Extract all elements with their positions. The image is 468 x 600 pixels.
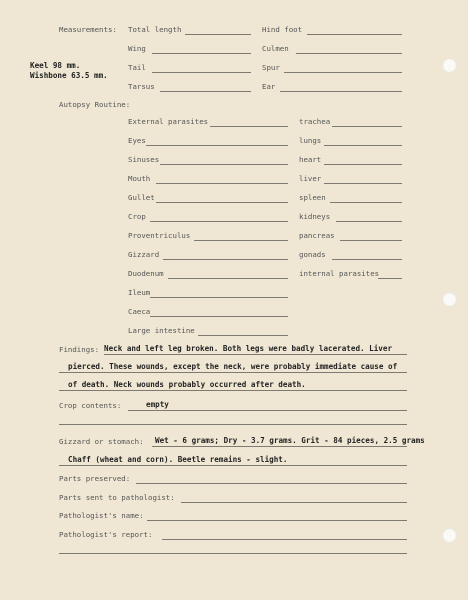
ear-label: Ear xyxy=(262,82,276,91)
autopsy-item: Eyes xyxy=(128,136,146,145)
autopsy-field[interactable] xyxy=(340,240,402,241)
findings-rule-2 xyxy=(59,372,407,373)
findings-line-1: Neck and left leg broken. Both legs were badly lacerated. Liver xyxy=(104,344,393,353)
autopsy-item: Ileum xyxy=(128,288,151,297)
autopsy-field[interactable] xyxy=(324,145,402,146)
measurements-heading: Measurements: xyxy=(59,25,117,34)
autopsy-item: Mouth xyxy=(128,174,151,183)
parts-sent-label: Parts sent to pathologist: xyxy=(59,493,175,502)
autopsy-field[interactable] xyxy=(332,126,402,127)
autopsy-item: External parasites xyxy=(128,117,209,126)
autopsy-field[interactable] xyxy=(330,202,402,203)
autopsy-item: spleen xyxy=(299,193,326,202)
autopsy-item: Gullet xyxy=(128,193,155,202)
pathologist-report-field[interactable] xyxy=(162,539,407,540)
tarsus-field[interactable] xyxy=(160,91,251,92)
autopsy-field[interactable] xyxy=(150,297,288,298)
autopsy-item: Large intestine xyxy=(128,326,195,335)
hind-foot-field[interactable] xyxy=(307,34,402,35)
parts-sent-field[interactable] xyxy=(181,502,407,503)
autopsy-item: Sinuses xyxy=(128,155,160,164)
crop-contents-value: empty xyxy=(146,400,169,409)
autopsy-item: lungs xyxy=(299,136,322,145)
autopsy-item: heart xyxy=(299,155,322,164)
gizzard-line-2: Chaff (wheat and corn). Beetle remains - slight. xyxy=(68,455,288,464)
autopsy-item: liver xyxy=(299,174,322,183)
wing-label: Wing xyxy=(128,44,146,53)
total-length-label: Total length xyxy=(128,25,182,34)
tail-field[interactable] xyxy=(152,72,251,73)
autopsy-field[interactable] xyxy=(332,259,402,260)
autopsy-field[interactable] xyxy=(150,221,288,222)
keel-measurement: Keel 98 mm. xyxy=(30,61,81,70)
autopsy-field[interactable] xyxy=(324,164,402,165)
findings-rule-3 xyxy=(59,390,407,391)
tail-label: Tail xyxy=(128,63,146,72)
autopsy-item: internal parasites xyxy=(299,269,380,278)
parts-preserved-field[interactable] xyxy=(136,483,407,484)
wishbone-measurement: Wishbone 63.5 mm. xyxy=(30,71,108,80)
spur-field[interactable] xyxy=(284,72,402,73)
binder-hole-bottom xyxy=(442,528,457,543)
pathologist-name-field[interactable] xyxy=(147,520,407,521)
autopsy-field[interactable] xyxy=(156,202,288,203)
tarsus-label: Tarsus xyxy=(128,82,155,91)
wing-field[interactable] xyxy=(152,53,251,54)
autopsy-heading: Autopsy Routine: xyxy=(59,100,131,109)
gizzard-rule-2 xyxy=(59,465,407,466)
autopsy-field[interactable] xyxy=(146,145,288,146)
autopsy-item: Caeca xyxy=(128,307,151,316)
findings-label: Findings: xyxy=(59,345,100,354)
pathologist-report-rule-2 xyxy=(59,553,407,554)
autopsy-field[interactable] xyxy=(194,240,288,241)
autopsy-item: Gizzard xyxy=(128,250,160,259)
autopsy-item: pancreas xyxy=(299,231,335,240)
binder-hole-middle xyxy=(442,292,457,307)
pathologist-report-label: Pathologist's report: xyxy=(59,530,153,539)
autopsy-item: kidneys xyxy=(299,212,331,221)
autopsy-field[interactable] xyxy=(150,316,288,317)
autopsy-field[interactable] xyxy=(324,183,402,184)
autopsy-item: Proventriculus xyxy=(128,231,191,240)
autopsy-field[interactable] xyxy=(198,335,288,336)
crop-contents-field[interactable] xyxy=(128,410,407,411)
crop-contents-rule-2 xyxy=(59,424,407,425)
autopsy-field[interactable] xyxy=(210,126,288,127)
autopsy-field[interactable] xyxy=(160,164,288,165)
findings-rule-1 xyxy=(104,354,407,355)
culmen-field[interactable] xyxy=(296,53,402,54)
gizzard-line-1: Wet - 6 grams; Dry - 3.7 grams. Grit - 84 pieces, 2.5 grams xyxy=(155,436,425,445)
total-length-field[interactable] xyxy=(185,34,251,35)
autopsy-item: gonads xyxy=(299,250,326,259)
culmen-label: Culmen xyxy=(262,44,289,53)
findings-line-3: of death. Neck wounds probably occurred after death. xyxy=(68,380,306,389)
gizzard-rule-1 xyxy=(152,446,407,447)
autopsy-field[interactable] xyxy=(336,221,402,222)
crop-contents-label: Crop contents: xyxy=(59,401,122,410)
findings-line-2: pierced. These wounds, except the neck, were probably immediate cause of xyxy=(68,362,398,371)
autopsy-field[interactable] xyxy=(163,259,288,260)
autopsy-item: trachea xyxy=(299,117,331,126)
binder-hole-top xyxy=(442,58,457,73)
hind-foot-label: Hind foot xyxy=(262,25,303,34)
autopsy-field[interactable] xyxy=(156,183,288,184)
autopsy-field[interactable] xyxy=(168,278,288,279)
pathologist-name-label: Pathologist's name: xyxy=(59,511,144,520)
autopsy-item: Duodenum xyxy=(128,269,164,278)
spur-label: Spur xyxy=(262,63,280,72)
gizzard-label: Gizzard or stomach: xyxy=(59,437,144,446)
autopsy-item: Crop xyxy=(128,212,146,221)
ear-field[interactable] xyxy=(280,91,402,92)
autopsy-field[interactable] xyxy=(378,278,402,279)
parts-preserved-label: Parts preserved: xyxy=(59,474,131,483)
